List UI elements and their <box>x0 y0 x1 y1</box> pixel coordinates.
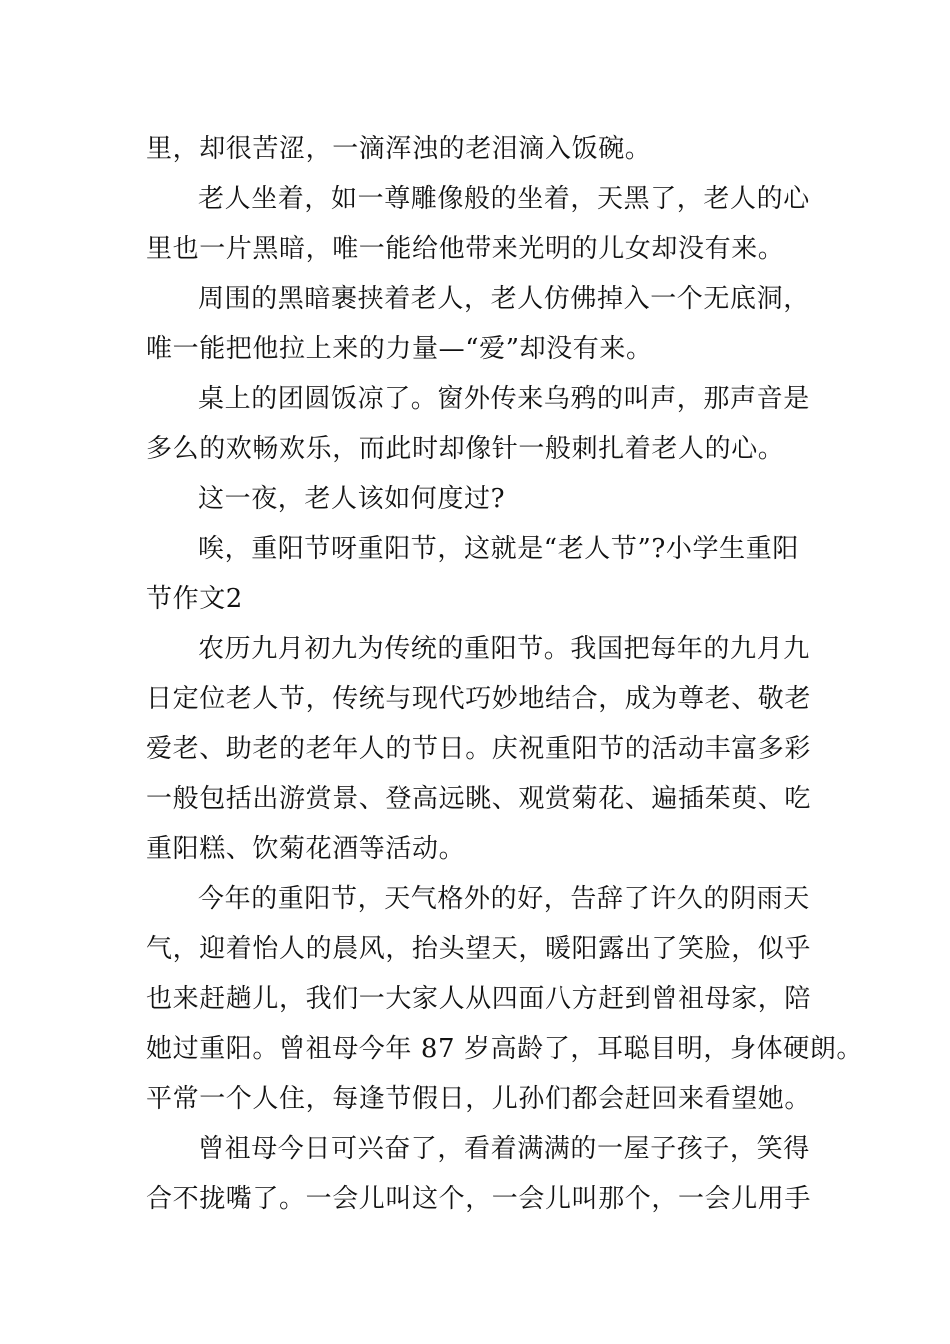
text-line: 气，迎着怡人的晨风，抬头望天，暖阳露出了笑脸，似乎 <box>146 934 812 964</box>
paragraph-first-line: 老人坐着，如一尊雕像般的坐着，天黑了，老人的心 <box>198 184 810 214</box>
text-line: 她过重阳。曾祖母今年 87 岁高龄了，耳聪目明，身体硬朗。 <box>146 1034 864 1064</box>
paragraph-first-line: 曾祖母今日可兴奋了，看着满满的一屋子孩子，笑得 <box>198 1134 810 1164</box>
paragraph-first-line: 唉，重阳节呀重阳节，这就是“老人节”?小学生重阳 <box>198 534 799 564</box>
text-line: 合不拢嘴了。一会儿叫这个，一会儿叫那个，一会儿用手 <box>146 1184 812 1214</box>
text-line: 里，却很苦涩，一滴浑浊的老泪滴入饭碗。 <box>146 134 652 164</box>
paragraph-first-line: 农历九月初九为传统的重阳节。我国把每年的九月九 <box>198 634 810 664</box>
text-line: 里也一片黑暗，唯一能给他带来光明的儿女却没有来。 <box>146 234 785 264</box>
paragraph-first-line: 桌上的团圆饭凉了。窗外传来乌鸦的叫声，那声音是 <box>198 384 810 414</box>
text-line: 节作文2 <box>146 584 243 614</box>
text-line: 日定位老人节，传统与现代巧妙地结合，成为尊老、敬老 <box>146 684 812 714</box>
text-line: 爱老、助老的老年人的节日。庆祝重阳节的活动丰富多彩 <box>146 734 812 764</box>
paragraph-first-line: 今年的重阳节，天气格外的好，告辞了许久的阴雨天 <box>198 884 810 914</box>
text-line: 平常一个人住，每逢节假日，儿孙们都会赶回来看望她。 <box>146 1084 812 1114</box>
text-line: 唯一能把他拉上来的力量—“爱”却没有来。 <box>146 334 653 364</box>
paragraph-first-line: 周围的黑暗裹挟着老人，老人仿佛掉入一个无底洞， <box>198 284 810 314</box>
text-line: 重阳糕、饮菊花酒等活动。 <box>146 834 466 864</box>
text-line: 多么的欢畅欢乐，而此时却像针一般刺扎着老人的心。 <box>146 434 785 464</box>
text-line: 也来赶趟儿，我们一大家人从四面八方赶到曾祖母家，陪 <box>146 984 812 1014</box>
paragraph-first-line: 这一夜，老人该如何度过? <box>198 484 506 514</box>
text-line: 一般包括出游赏景、登高远眺、观赏菊花、遍插茱萸、吃 <box>146 784 812 814</box>
